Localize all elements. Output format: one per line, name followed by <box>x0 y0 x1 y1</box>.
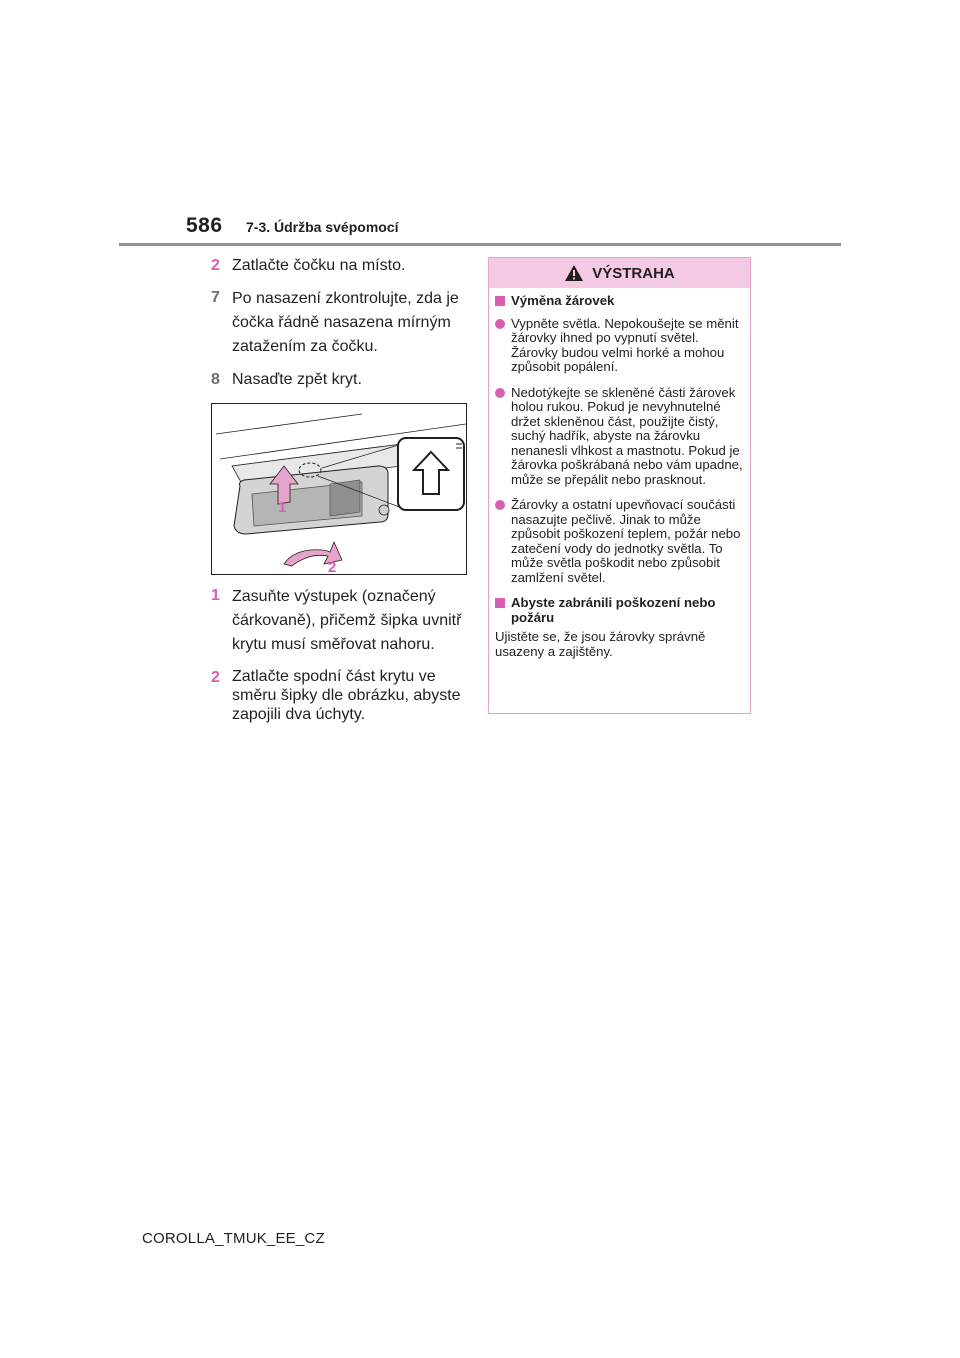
step-number: 8 <box>211 371 220 388</box>
step-number: 1 <box>211 587 220 604</box>
figure-label-2: 2 <box>328 559 337 574</box>
illustration-line <box>216 414 362 434</box>
step-number: 2 <box>211 669 220 686</box>
warning-heading <box>495 596 743 625</box>
step-item <box>211 287 473 359</box>
warning-paragraph: Ujistěte se, že jsou žárovky správně usazeny a zajištěny. <box>495 629 706 659</box>
step-text: Nasaďte zpět kryt. <box>232 371 362 388</box>
warning-heading <box>495 294 743 309</box>
circle-bullet-icon <box>495 388 505 398</box>
page-number: 586 <box>186 214 223 237</box>
warning-title: VÝSTRAHA <box>592 264 675 282</box>
step-number: 7 <box>211 289 220 306</box>
warning-body <box>489 288 750 659</box>
square-bullet-icon <box>495 296 505 306</box>
step-item <box>211 667 473 724</box>
step-text: Zatlačte čočku na místo. <box>232 257 406 274</box>
warning-bullet-text: Nedotýkejte se skleněné části žárovek holou rukou. Pokud je nevyhnutelné držet skleněnou část, použijte čistý, suchý hadřík, abyste na žárovku nenanesli vlhkost a mastnotu. Pokud je žárovka poškrábaná nebo vám upadne, může se přepálit nebo prasknout. <box>511 384 743 487</box>
step-text: Zasuňte výstupek (označený čárkovaně), přičemž šipka uvnitř krytu musí směřovat nahoru. <box>232 588 462 653</box>
footer-code: COROLLA_TMUK_EE_CZ <box>142 1230 325 1247</box>
warning-bullet <box>495 498 743 585</box>
step-item <box>211 585 473 657</box>
warning-bullet-text: Vypněte světla. Nepokoušejte se měnit žárovky ihned po vypnutí světel. Žárovky budou velmi horké a mohou způsobit popálení. <box>511 315 739 374</box>
warning-triangle-icon <box>564 264 584 282</box>
step-item <box>211 369 473 391</box>
lamp-recess <box>330 480 360 516</box>
circle-bullet-icon <box>495 500 505 510</box>
warning-heading-text: Výměna žárovek <box>511 293 615 308</box>
figure-label-1: 1 <box>278 499 287 516</box>
clip-screw <box>379 505 389 515</box>
illustration-cover-install <box>211 403 467 575</box>
section-title: 7-3. Údržba svépomocí <box>246 219 399 235</box>
step-number: 2 <box>211 257 220 274</box>
left-column <box>211 255 473 734</box>
step-item <box>211 255 473 277</box>
warning-heading-text: Abyste zabránili poškození nebo požáru <box>511 595 716 625</box>
square-bullet-icon <box>495 598 505 608</box>
warning-header <box>489 258 750 288</box>
warning-bullet <box>495 317 743 375</box>
step-text: Zatlačte spodní část krytu ve směru šipky dle obrázku, abyste zapojili dva úchyty. <box>232 668 461 723</box>
warning-bullet-text: Žárovky a ostatní upevňovací součásti nasazujte pečlivě. Jinak to může způsobit poškození teplem, požár nebo zatečení vody do jednotky světla. To může světla poškodit nebo způsobit zamlžení světel. <box>511 497 741 585</box>
header-rule <box>119 243 841 246</box>
warning-bullet <box>495 386 743 488</box>
circle-bullet-icon <box>495 319 505 329</box>
step-text: Po nasazení zkontrolujte, zda je čočka řádně nasazena mírným zatažením za čočku. <box>232 290 459 355</box>
warning-box <box>488 257 751 714</box>
